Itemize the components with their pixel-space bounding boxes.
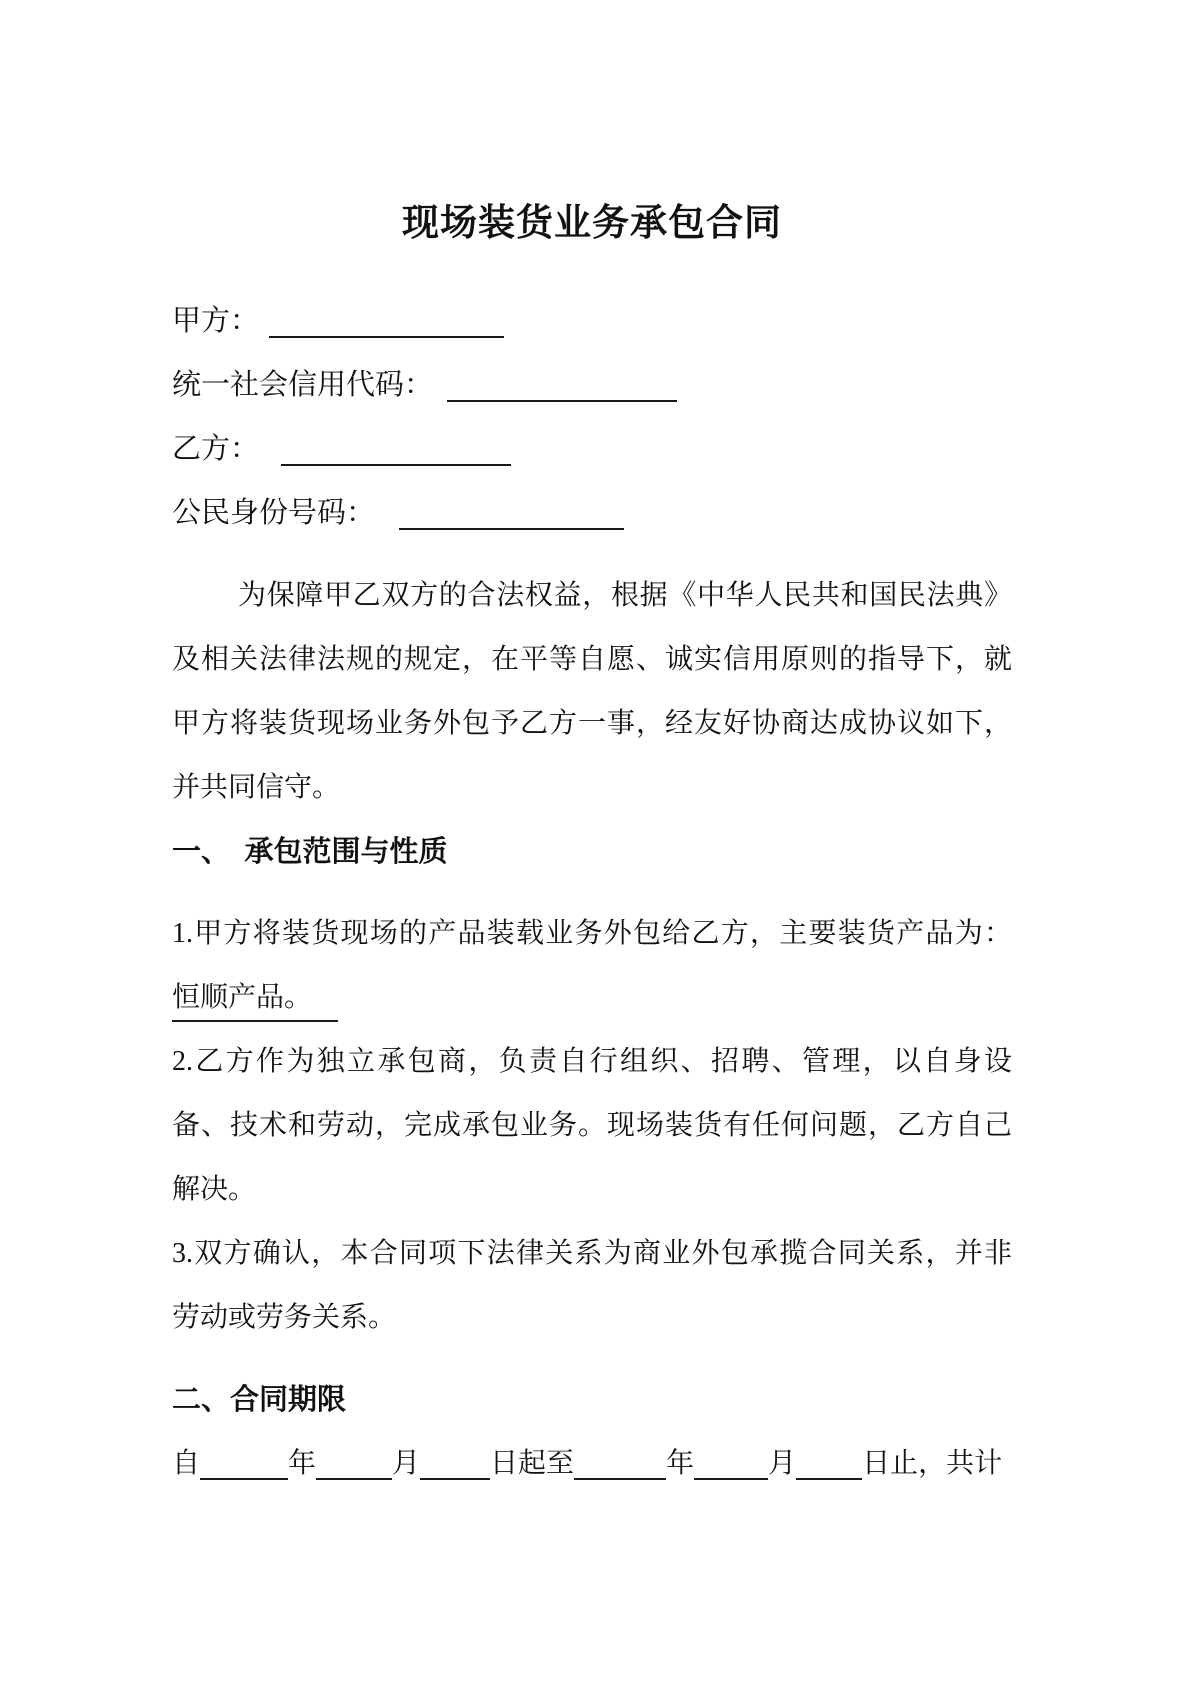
credit-code-blank-line	[447, 396, 677, 402]
item1-line-1: 1.甲方将装货现场的产品装载业务外包给乙方，主要装货产品为：	[172, 918, 1012, 949]
term-part-year-2: 年	[666, 1448, 695, 1479]
item2-line-1: 2.乙方作为独立承包商，负责自行组织、招聘、管理，以自身设	[172, 1046, 1012, 1077]
credit-code-row	[172, 353, 1012, 417]
term-part-month-2: 月	[768, 1448, 797, 1479]
term-blank-start-month	[316, 1474, 392, 1480]
section1-heading: 一、 承包范围与性质	[172, 836, 448, 868]
term-blank-end-month	[694, 1474, 768, 1480]
section2-heading: 二、合同期限	[172, 1384, 347, 1416]
party-a-blank-line	[269, 332, 504, 338]
term-part-day-end-total: 日止，共计	[862, 1448, 1003, 1479]
term-line	[172, 1432, 1012, 1496]
term-blank-end-year	[574, 1474, 666, 1480]
party-a-row	[172, 289, 1012, 353]
term-blank-start-year	[200, 1474, 288, 1480]
item2-line-3: 解决。	[172, 1174, 257, 1205]
underlined-product-text: 恒顺产品。	[172, 980, 338, 1022]
id-number-label: 公民身份号码：	[172, 497, 376, 529]
intro-line-3: 甲方将装货现场业务外包予乙方一事，经友好协商达成协议如下，	[172, 708, 1012, 739]
term-part-month-1: 月	[392, 1448, 421, 1479]
term-blank-start-day	[420, 1474, 490, 1480]
term-part-from: 自	[172, 1448, 201, 1479]
item3-line-1: 3.双方确认，本合同项下法律关系为商业外包承揽合同关系，并非	[172, 1238, 1012, 1269]
intro-paragraph	[172, 564, 1012, 820]
item1-line-2	[172, 966, 1012, 1030]
party-b-blank-line	[281, 460, 511, 466]
party-b-row	[172, 417, 1012, 481]
id-number-row	[172, 481, 1012, 545]
intro-line-2: 及相关法律法规的规定，在平等自愿、诚实信用原则的指导下，就	[172, 644, 1012, 675]
item2-line-2: 备、技术和劳动，完成承包业务。现场装货有任何问题，乙方自己	[172, 1110, 1012, 1141]
credit-code-label: 统一社会信用代码：	[172, 369, 434, 401]
party-info-block	[172, 289, 1012, 545]
intro-line-4: 并共同信守。	[172, 772, 341, 803]
item3-line-2: 劳动或劳务关系。	[172, 1302, 397, 1333]
section1-item1	[172, 902, 1012, 1030]
intro-line-1: 为保障甲乙双方的合法权益，根据《中华人民共和国民法典》	[238, 580, 1012, 611]
section1-item3	[172, 1222, 1012, 1350]
contract-title: 现场装货业务承包合同	[402, 203, 782, 244]
section1-item2	[172, 1030, 1012, 1222]
term-part-year-1: 年	[288, 1448, 317, 1479]
term-part-day-to: 日起至	[490, 1448, 575, 1479]
term-blank-end-day	[796, 1474, 862, 1480]
id-number-blank-line	[399, 524, 624, 530]
document-content	[172, 0, 1012, 1496]
party-a-label: 甲方：	[172, 305, 260, 337]
party-b-label: 乙方：	[172, 433, 260, 465]
